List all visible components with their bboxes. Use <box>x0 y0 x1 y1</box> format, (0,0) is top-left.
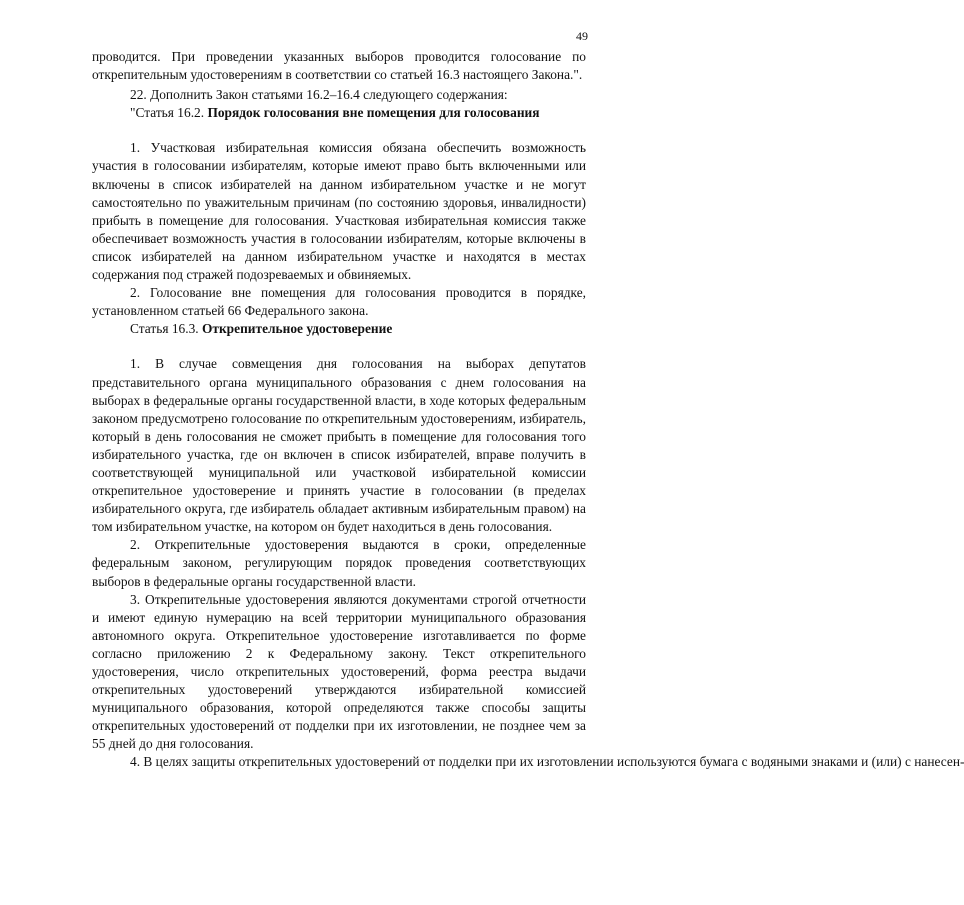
article-16-3-heading <box>92 320 586 338</box>
article-16-2-title: Порядок голосования вне помещения для голосования <box>207 105 540 121</box>
amendment-22: 22. Дополнить Закон статьями 16.2–16.4 следующего содержания: <box>130 87 508 103</box>
article-16-3-title: Открепительное удостоверение <box>201 321 393 337</box>
document-body <box>92 48 964 772</box>
page-number: 49 <box>576 29 588 43</box>
article-16-2-prefix: "Статья 16.2. <box>130 105 208 121</box>
article-16-2-heading <box>92 104 586 122</box>
article-16-3-paragraph-1: 1. В случае совмещения дня голосования на выборах депутатов представительного органа муниципального образования с днем голосования на выборах в федеральные органы государственной власти, в ходе которых федеральным законом предусмотрено голосование по открепительным удостоверениям, избиратель, который в день голосования не сможет прибыть в помещение для голосования того избирательного участка, где он включен в список избирателей, вправе получить в соответствующей муниципальной или участковой избирательной комиссии открепительное удостоверение и принять участие в голосовании (в пределах избирательного округа, где избиратель обладает активным избирательным правом) на том избирательном участке, на котором он будет находиться в день голосования. <box>92 356 586 535</box>
intro-paragraph: проводится. При проведении указанных выборов проводится голосование по открепительным удостоверениям в соответствии со статьей 16.3 настоящего Закона.". <box>92 49 586 83</box>
article-16-3-paragraph-2: 2. Открепительные удостоверения выдаются в сроки, определенные федеральным законом, регулирующим порядок проведения соответствующих выборов в федеральные органы государственной власти. <box>92 537 586 589</box>
article-16-2-paragraph-1: 1. Участковая избирательная комиссия обязана обеспечить возможность участия в голосовании избирателям, которые имеют право быть включенными или включены в список избирателей на данном избирательном участке и не могут самостоятельно по уважительным причинам (по состоянию здоровья, инвалидности) прибыть в помещение для голосования. Участковая избирательная комиссия также обеспечивает возможность участия в голосовании избирателям, которые включены в список избирателей на данном избирательном участке и находятся в местах содержания под стражей подозреваемых и обвиняемых. <box>92 140 586 283</box>
article-16-2-paragraph-2: 2. Голосование вне помещения для голосования проводится в порядке, установленном статьей 66 Федерального закона. <box>92 285 586 319</box>
article-16-3-paragraph-3: 3. Открепительные удостоверения являются документами строгой отчетности и имеют единую нумерацию на всей территории муниципального образования автономного округа. Открепительное удостоверение изготавливается по форме согласно приложению 2 к Федеральному закону. Текст открепительного удостоверения, число открепительных удостоверений, форма реестра выдачи открепительных удостоверений утверждаются избирательной комиссией муниципального образования, которой определяются также способы защиты открепительных удостоверений от подделки при их изготовлении, не позднее чем за 55 дней до дня голосования. <box>92 591 586 752</box>
article-16-3-prefix: Статья 16.3. <box>130 321 202 337</box>
article-16-3-paragraph-4: 4. В целях защиты открепительных удостоверений от подделки при их изготовлении используются бумага с водяными знаками и (или) с нанесен- <box>130 754 964 770</box>
